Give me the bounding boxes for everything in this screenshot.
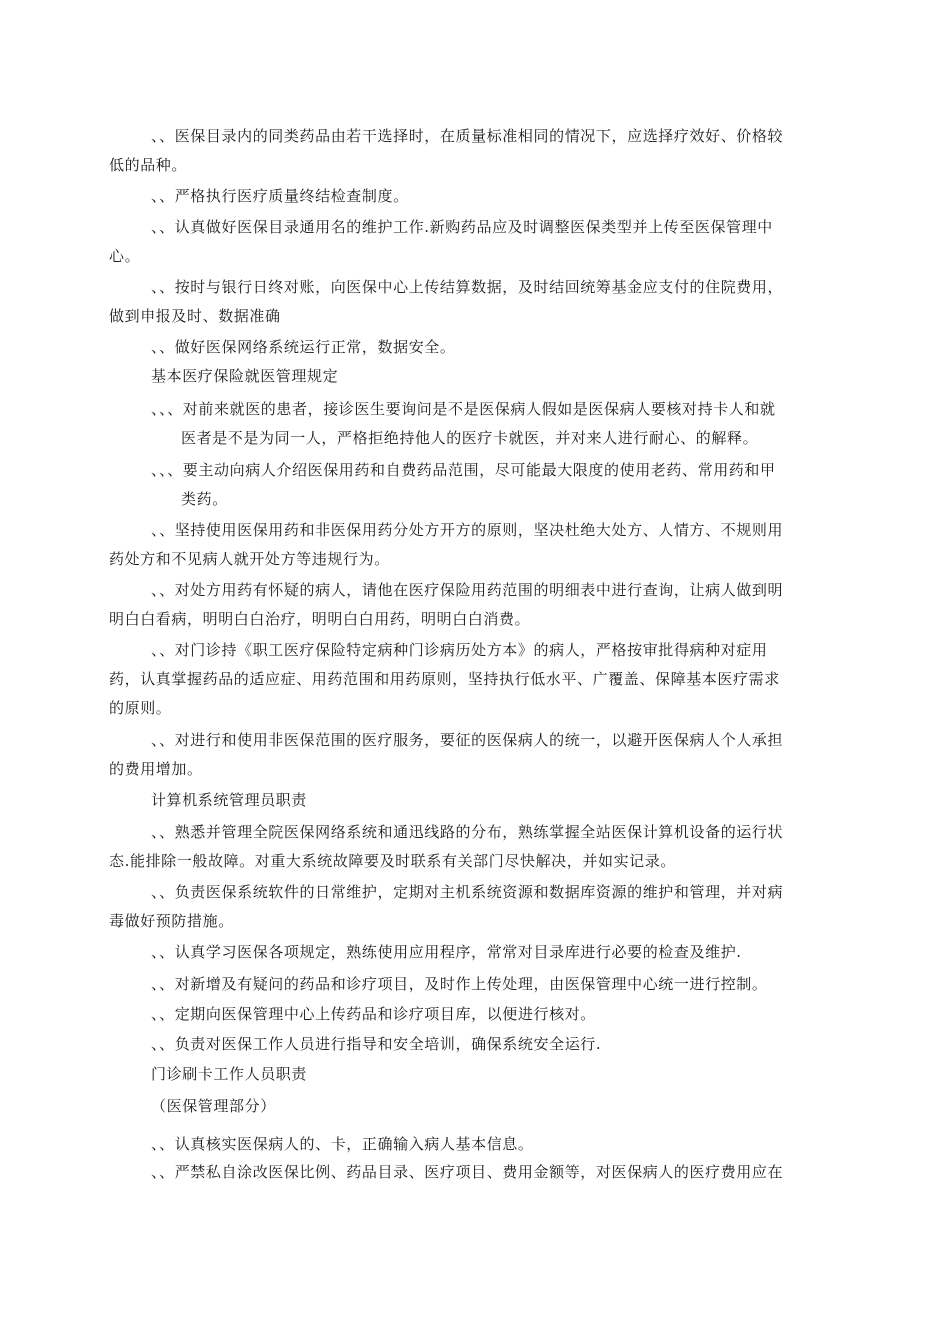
paragraph-line-first: 、、对新增及有疑问的药品和诊疗项目，及时作上传处理，由医保管理中心统一进行控制。 [151,975,768,993]
list-item [0,636,950,723]
paragraph-line: 毒做好预防措施。 [109,912,234,930]
paragraph-line: 类药。 [181,490,228,508]
section-heading [0,786,950,815]
list-item [0,1130,950,1159]
list-item [0,726,950,784]
list-item [0,576,950,634]
paragraph-line-first: 、、定期向医保管理中心上传药品和诊疗项目库，以便进行核对。 [151,1005,596,1023]
paragraph-line-first: 、、对进行和使用非医保范围的医疗服务，要征的医保病人的统一，以避开医保病人个人承担 [151,731,784,749]
paragraph-line-first: 、、熟悉并管理全院医保网络系统和通迅线路的分布，熟练掌握全站医保计算机设备的运行状 [151,823,784,841]
list-item [0,213,950,271]
list-item [0,395,950,453]
paragraph-line: 心。 [109,247,141,265]
paragraph-line-first: 、、对门诊持《职工医疗保险特定病种门诊病历处方本》的病人，严格按审批得病种对症用 [151,641,768,659]
paragraph-line-first: 、、、要主动向病人介绍医保用药和自费药品范围，尽可能最大限度的使用老药、常用药和甲 [151,461,776,479]
paragraph-line-first: 、、坚持使用医保用药和非医保用药分处方开方的原则，坚决杜绝大处方、人情方、不规则用 [151,521,784,539]
list-item [0,938,950,967]
paragraph-line: 药，认真掌握药品的适应症、用药范围和用药原则，坚持执行低水平、广覆盖、保障基本医疗需求 [109,670,780,688]
list-item [0,122,950,180]
paragraph-line-first: 、、负责医保系统软件的日常维护，定期对主机系统资源和数据库资源的维护和管理，并对病 [151,883,784,901]
section-heading [0,1060,950,1089]
paragraph-line-first: 、、严格执行医疗质量终结检查制度。 [151,187,409,205]
paragraph-line-first: 、、负责对医保工作人员进行指导和安全培训，确保系统安全运行. [151,1035,602,1053]
list-item [0,333,950,362]
section-heading [0,362,950,391]
list-item [0,273,950,331]
paragraph-line-first: 计算机系统管理员职责 [151,791,308,809]
list-item [0,516,950,574]
paragraph-line-first: （医保管理部分） [151,1097,276,1115]
paragraph-line-first: 、、按时与银行日终对账，向医保中心上传结算数据，及时结回统筹基金应支付的住院费用， [151,278,784,296]
paragraph-line-first: 、、严禁私自涂改医保比例、药品目录、医疗项目、费用金额等，对医保病人的医疗费用应在 [151,1163,784,1181]
paragraph-line-first: 、、做好医保网络系统运行正常，数据安全。 [151,338,456,356]
paragraph-line: 明白白看病，明明白白治疗，明明白白用药，明明白白消费。 [109,610,531,628]
list-item [0,970,950,999]
list-item [0,182,950,211]
paragraph-line: 态.能排除一般故障。对重大系统故障要及时联系有关部门尽快解决，并如实记录。 [109,852,676,870]
list-item [0,1158,950,1187]
paragraph-line-first: 基本医疗保险就医管理规定 [151,367,339,385]
paragraph-line-first: 、、、对前来就医的患者，接诊医生要询问是不是医保病人假如是医保病人要核对持卡人和就 [151,400,776,418]
paragraph-line-first: 、、认真做好医保目录通用名的维护工作.新购药品应及时调整医保类型并上传至医保管理中 [151,218,773,236]
list-item [0,818,950,876]
paragraph-line: 的费用增加。 [109,760,203,778]
paragraph-line-first: 门诊刷卡工作人员职责 [151,1065,308,1083]
paragraph-line: 低的品种。 [109,156,188,174]
list-item [0,1030,950,1059]
paragraph-line: 做到申报及时、数据准确 [109,307,281,325]
section-heading [0,1092,950,1121]
paragraph-line-first: 、、医保目录内的同类药品由若干选择时，在质量标准相同的情况下，应选择疗效好、价格较 [151,127,784,145]
paragraph-line: 的原则。 [109,699,172,717]
paragraph-line-first: 、、对处方用药有怀疑的病人，请他在医疗保险用药范围的明细表中进行查询，让病人做到明 [151,581,784,599]
paragraph-line-first: 、、认真学习医保各项规定，熟练使用应用程序，常常对目录库进行必要的检查及维护. [151,943,742,961]
paragraph-line-first: 、、认真核实医保病人的、卡，正确输入病人基本信息。 [151,1135,534,1153]
list-item [0,456,950,514]
list-item [0,878,950,936]
paragraph-line: 医者是不是为同一人，严格拒绝持他人的医疗卡就医，并对来人进行耐心、的解释。 [181,429,759,447]
paragraph-line: 药处方和不见病人就开处方等违规行为。 [109,550,390,568]
list-item [0,1000,950,1029]
